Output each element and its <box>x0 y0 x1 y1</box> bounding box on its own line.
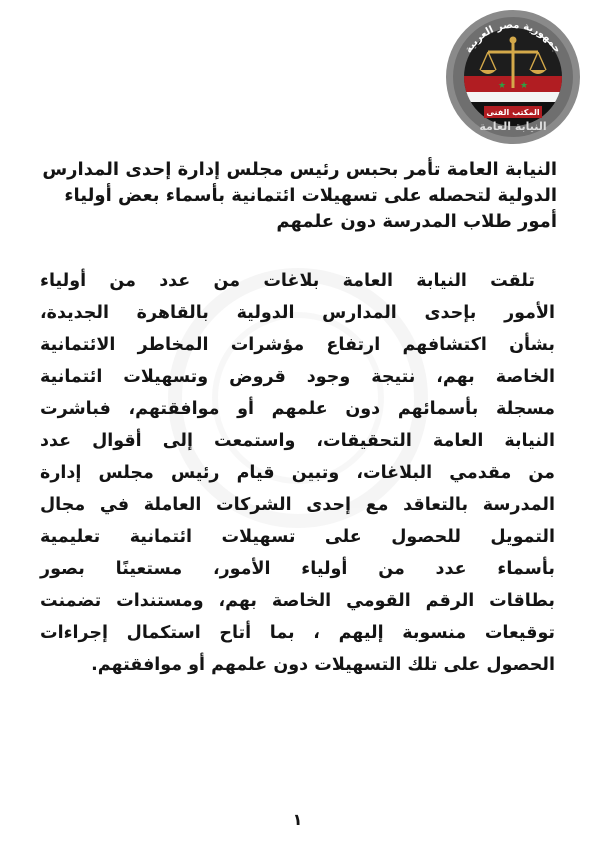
body-line: تلقت النيابة العامة بلاغات من عدد من أولياء <box>40 271 535 291</box>
body-line: الحصول على تلك التسهيلات دون علمهم أو موافقتهم. <box>91 655 555 675</box>
seal-inner-text: المكتب الفنى <box>486 108 540 117</box>
body-line: بطاقات الرقم القومي الخاصة بهم، ومستندات تضمنت <box>40 591 555 611</box>
body-line: التمويل للحصول على تسهيلات ائتمانية تعليمية <box>40 527 555 547</box>
body-line: النيابة العامة التحقيقات، واستمعت إلى أقوال عدد <box>40 431 555 451</box>
title-line: النيابة العامة تأمر بحبس رئيس مجلس إدارة إحدى المدارس <box>42 159 557 180</box>
body-line: من مقدمي البلاغات، وتبين قيام رئيس مجلس إدارة <box>40 463 555 483</box>
title-line: الدولية لتحصله على تسهيلات ائتمانية بأسماء بعض أولياء <box>64 185 557 206</box>
body-line: الأمور بإحدى المدارس الدولية بالقاهرة الجديدة، <box>40 303 555 323</box>
title-line: أمور طلاب المدرسة دون علمهم <box>276 211 557 232</box>
page-number: ١ <box>292 810 303 829</box>
seal-bottom-text: النيابة العامة <box>479 120 547 133</box>
svg-text:★: ★ <box>520 81 529 91</box>
article-body <box>40 265 555 681</box>
body-line: المدرسة بالتعاقد مع إحدى الشركات العاملة في مجال <box>40 495 555 515</box>
svg-text:★: ★ <box>498 81 507 91</box>
body-line: الخاصة بهم، نتيجة وجود قروض وتسهيلات ائتمانية <box>40 367 555 387</box>
body-line: بأسماء عدد من أولياء الأمور، مستعينًا بصور <box>40 559 555 579</box>
body-line: مسجلة بأسمائهم دون علمهم أو موافقتهم، فباشرت <box>40 399 555 419</box>
article-title <box>40 157 557 235</box>
body-line: توقيعات منسوبة إليهم ، بما أتاح استكمال إجراءات <box>40 623 555 643</box>
seal-top-text: جمهورية مصر العربية <box>463 19 563 56</box>
public-prosecution-seal-icon <box>444 8 582 146</box>
body-line: بشأن اكتشافهم ارتفاع مؤشرات المخاطر الائتمانية <box>40 335 555 355</box>
